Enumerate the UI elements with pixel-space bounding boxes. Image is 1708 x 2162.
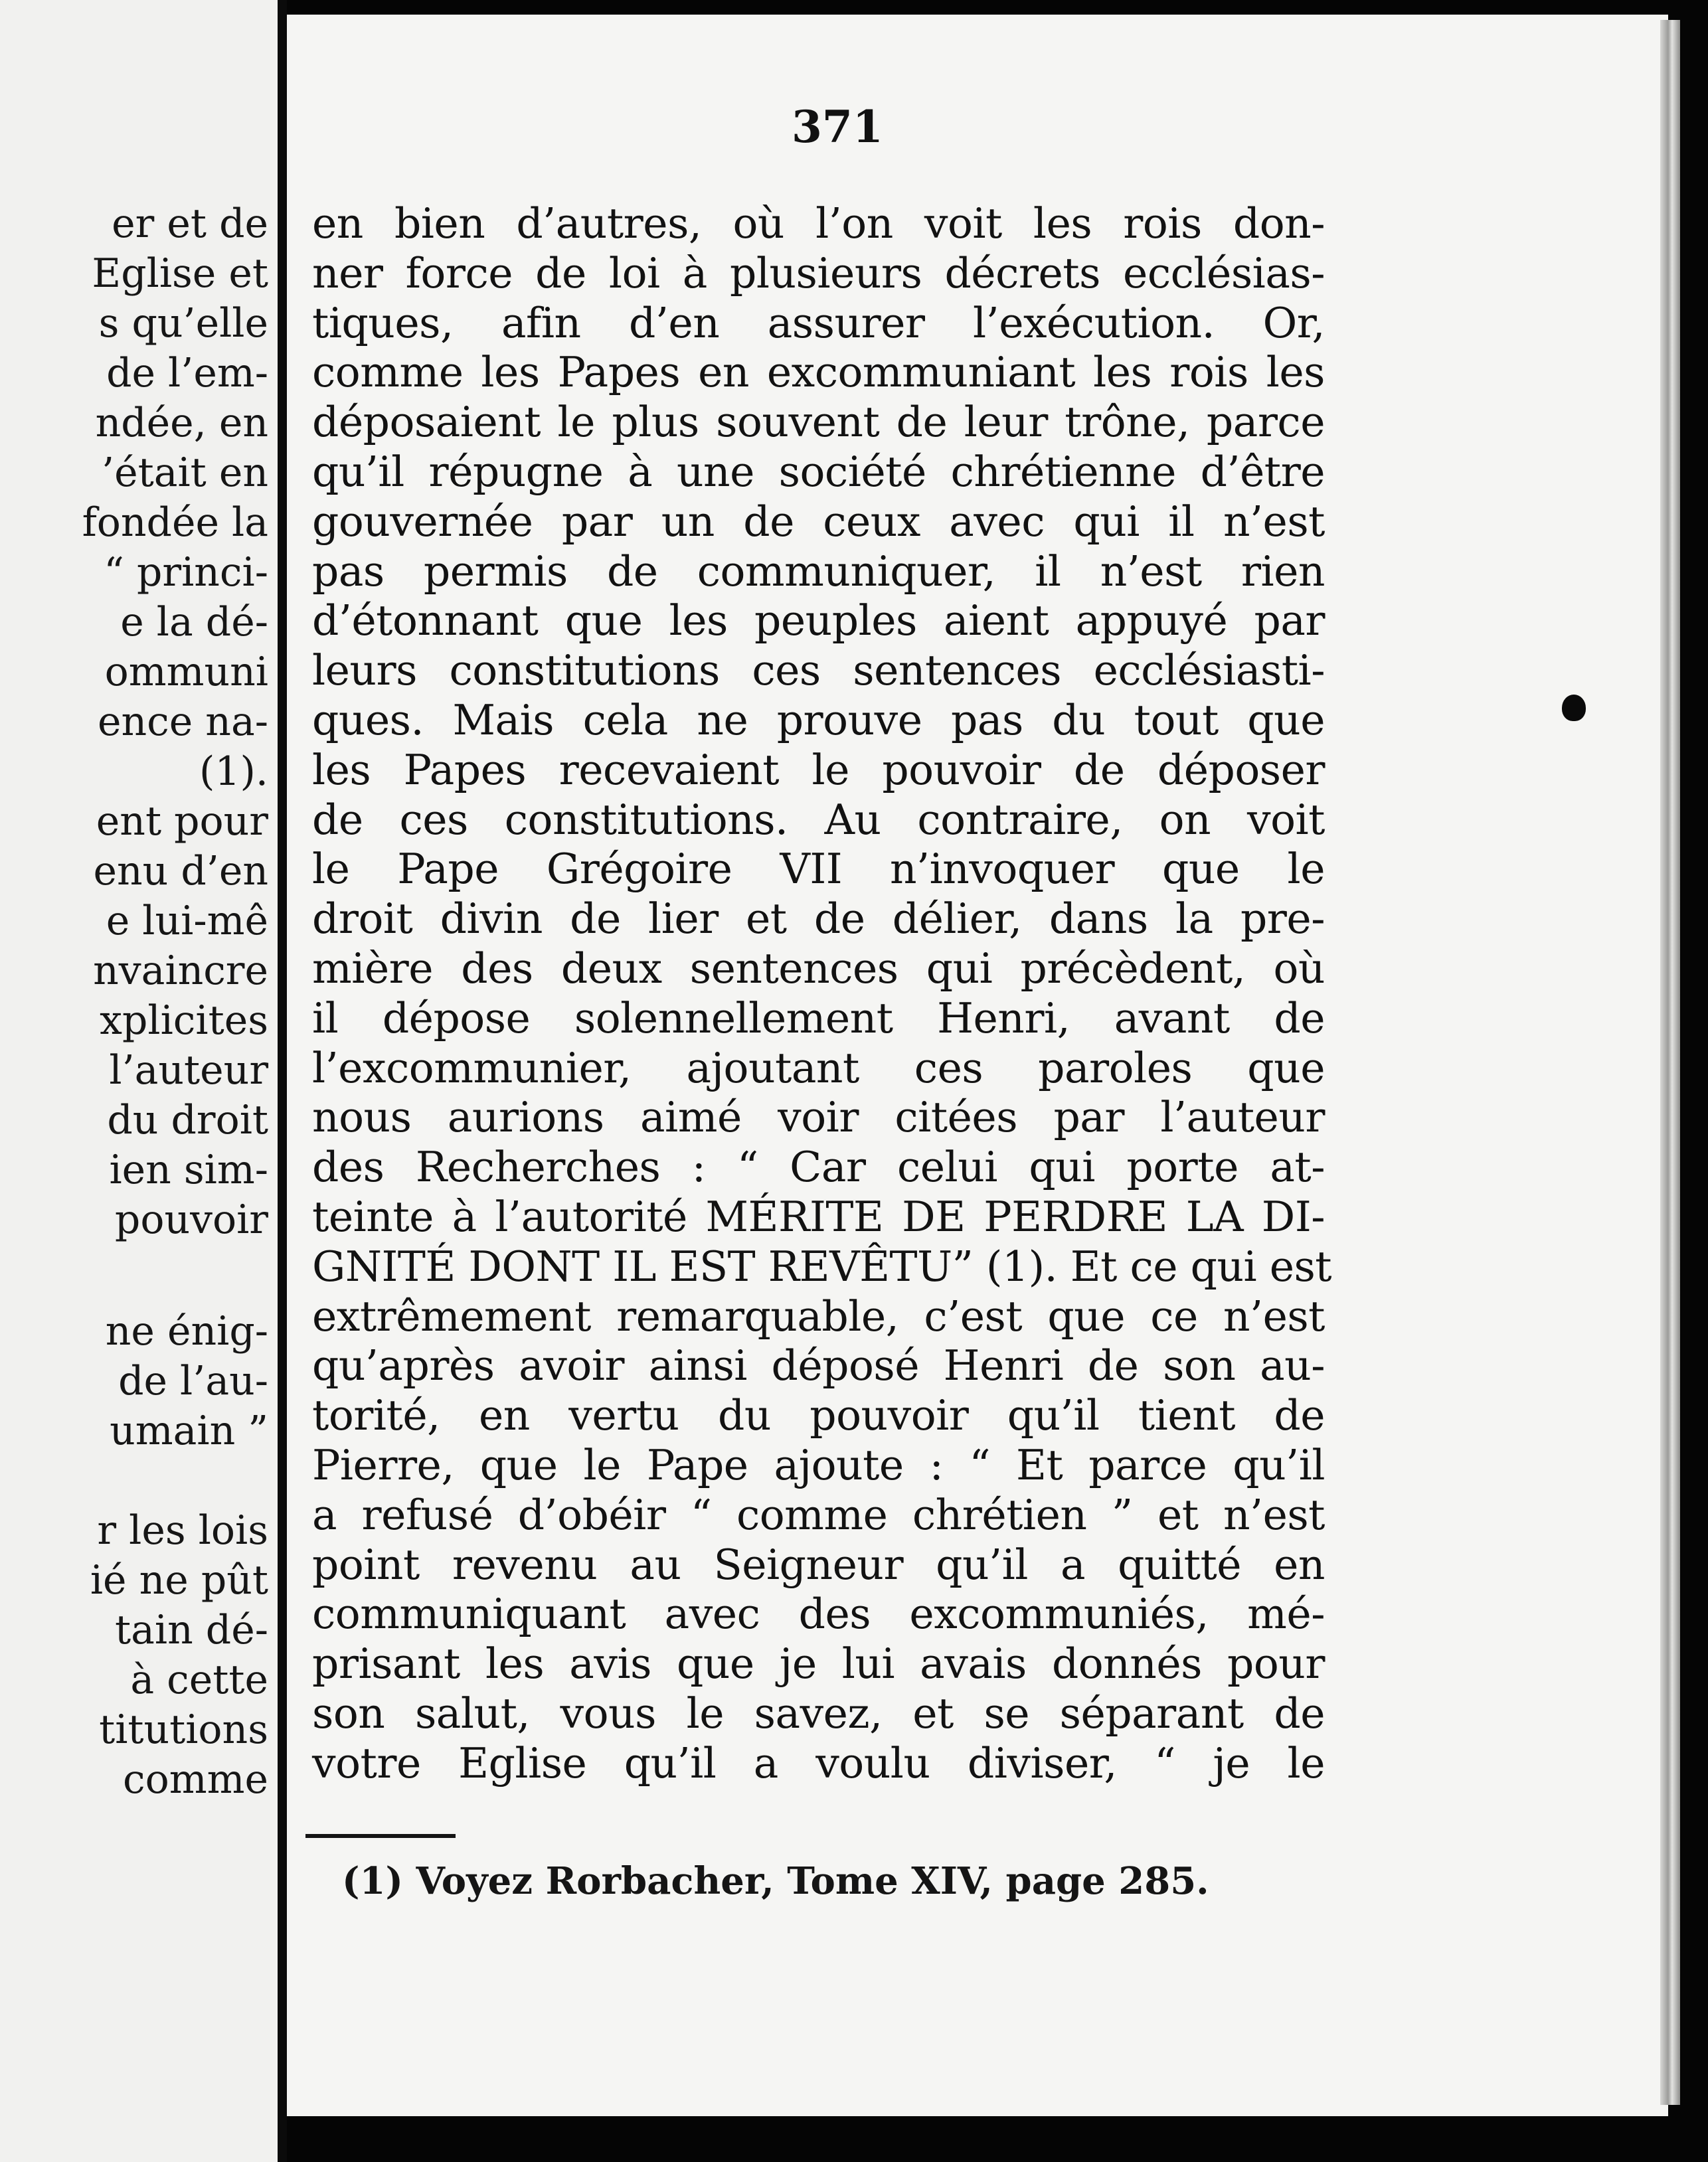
- text-line: comme les Papes en excommuniant les rois les: [312, 348, 1325, 397]
- left-fragment-line: nvaincre: [93, 948, 268, 994]
- left-fragment-line: ommuni: [104, 649, 268, 695]
- left-fragment-line: enu d’en: [93, 848, 268, 894]
- page-edge: [1660, 20, 1680, 2105]
- left-fragment-line: de l’em-: [106, 350, 268, 396]
- left-fragment-line: ence na-: [97, 699, 268, 745]
- text-line: communiquant avec des excommuniés, mé-: [312, 1590, 1325, 1639]
- text-line: votre Eglise qu’il a voulu diviser, “ je le: [312, 1738, 1325, 1788]
- text-line: les Papes recevaient le pouvoir de déposer: [312, 745, 1325, 794]
- text-line: des Recherches : “ Car celui qui porte at-: [312, 1143, 1325, 1192]
- footnote: (1) Voyez Rorbacher, Tome XIV, page 285.: [342, 1859, 1209, 1903]
- text-line: droit divin de lier et de délier, dans la pre-: [312, 894, 1325, 944]
- text-line: qu’après avoir ainsi déposé Henri de son au-: [312, 1341, 1325, 1390]
- text-line: tiques, afin d’en assurer l’exécution. Or,: [312, 298, 1325, 347]
- left-fragment-line: “ princi-: [104, 549, 268, 596]
- text-line: torité, en vertu du pouvoir qu’il tient de: [312, 1391, 1325, 1440]
- text-line: leurs constitutions ces sentences ecclésiasti-: [312, 646, 1325, 695]
- left-fragment-line: er et de: [112, 201, 268, 247]
- text-line: pas permis de communiquer, il n’est rien: [312, 546, 1325, 596]
- left-fragment-line: ne énig-: [105, 1308, 268, 1355]
- left-fragment-line: titutions: [99, 1706, 268, 1753]
- left-page-fragment: [0, 0, 278, 2162]
- text-line: nous aurions aimé voir citées par l’auteur: [312, 1093, 1325, 1142]
- left-fragment-line: Eglise et: [92, 250, 268, 297]
- left-fragment-line: (1).: [199, 748, 268, 795]
- text-line: mière des deux sentences qui précèdent, où: [312, 944, 1325, 993]
- left-fragment-line: ent pour: [96, 798, 268, 845]
- text-line: Pierre, que le Pape ajoute : “ Et parce qu’il: [312, 1440, 1325, 1489]
- text-line: a refusé d’obéir “ comme chrétien ” et n’est: [312, 1490, 1325, 1539]
- text-line: il dépose solennellement Henri, avant de: [312, 993, 1325, 1042]
- left-fragment-line: tain dé-: [115, 1607, 268, 1653]
- left-fragment-line: e la dé-: [120, 599, 268, 645]
- text-line: point revenu au Seigneur qu’il a quitté en: [312, 1540, 1325, 1589]
- text-line: le Pape Grégoire VII n’invoquer que le: [312, 845, 1325, 894]
- ink-blot: [1562, 695, 1586, 721]
- text-line: déposaient le plus souvent de leur trône, parce: [312, 398, 1325, 447]
- body-text: [312, 199, 1332, 1789]
- text-line: teinte à l’autorité MÉRITE DE PERDRE LA DI-: [312, 1192, 1325, 1241]
- left-fragment-line: comme: [122, 1756, 268, 1803]
- text-line: son salut, vous le savez, et se séparant de: [312, 1689, 1325, 1738]
- text-line: d’étonnant que les peuples aient appuyé par: [312, 596, 1325, 645]
- left-fragment-line: du droit: [107, 1097, 268, 1143]
- text-line: l’excommunier, ajoutant ces paroles que: [312, 1043, 1325, 1092]
- text-line: qu’il répugne à une société chrétienne d’être: [312, 447, 1325, 496]
- left-fragment-line: l’auteur: [109, 1047, 268, 1094]
- page-number: 371: [792, 101, 883, 153]
- left-fragment-line: fondée la: [82, 499, 268, 546]
- text-line: GNITÉ DONT IL EST REVÊTU” (1). Et ce qui est: [312, 1242, 1332, 1291]
- left-fragment-line: r les lois: [97, 1507, 268, 1554]
- left-fragment-line: à cette: [130, 1657, 268, 1703]
- text-line: extrêmement remarquable, c’est que ce n’est: [312, 1291, 1325, 1341]
- left-fragment-line: s qu’elle: [98, 300, 268, 347]
- text-line: ques. Mais cela ne prouve pas du tout que: [312, 695, 1325, 744]
- text-line: gouvernée par un de ceux avec qui il n’est: [312, 497, 1325, 546]
- left-fragment-line: umain ”: [110, 1408, 268, 1454]
- text-line: prisant les avis que je lui avais donnés pour: [312, 1639, 1325, 1689]
- left-fragment-line: pouvoir: [114, 1197, 268, 1243]
- left-fragment-line: ndée, en: [95, 400, 268, 446]
- footnote-rule: [305, 1834, 456, 1838]
- left-fragment-line: xplicites: [100, 997, 268, 1044]
- left-fragment-line: ié ne pût: [90, 1557, 268, 1604]
- left-fragment-line: de l’au-: [118, 1358, 268, 1404]
- text-line: ner force de loi à plusieurs décrets ecclésias-: [312, 248, 1325, 297]
- text-line: en bien d’autres, où l’on voit les rois don-: [312, 199, 1325, 248]
- text-line: de ces constitutions. Au contraire, on voit: [312, 795, 1325, 844]
- left-fragment-line: e lui-mê: [106, 898, 268, 944]
- left-fragment-line: ’était en: [102, 450, 268, 496]
- left-fragment-line: ien sim-: [109, 1147, 268, 1193]
- book-gutter: [278, 0, 287, 2162]
